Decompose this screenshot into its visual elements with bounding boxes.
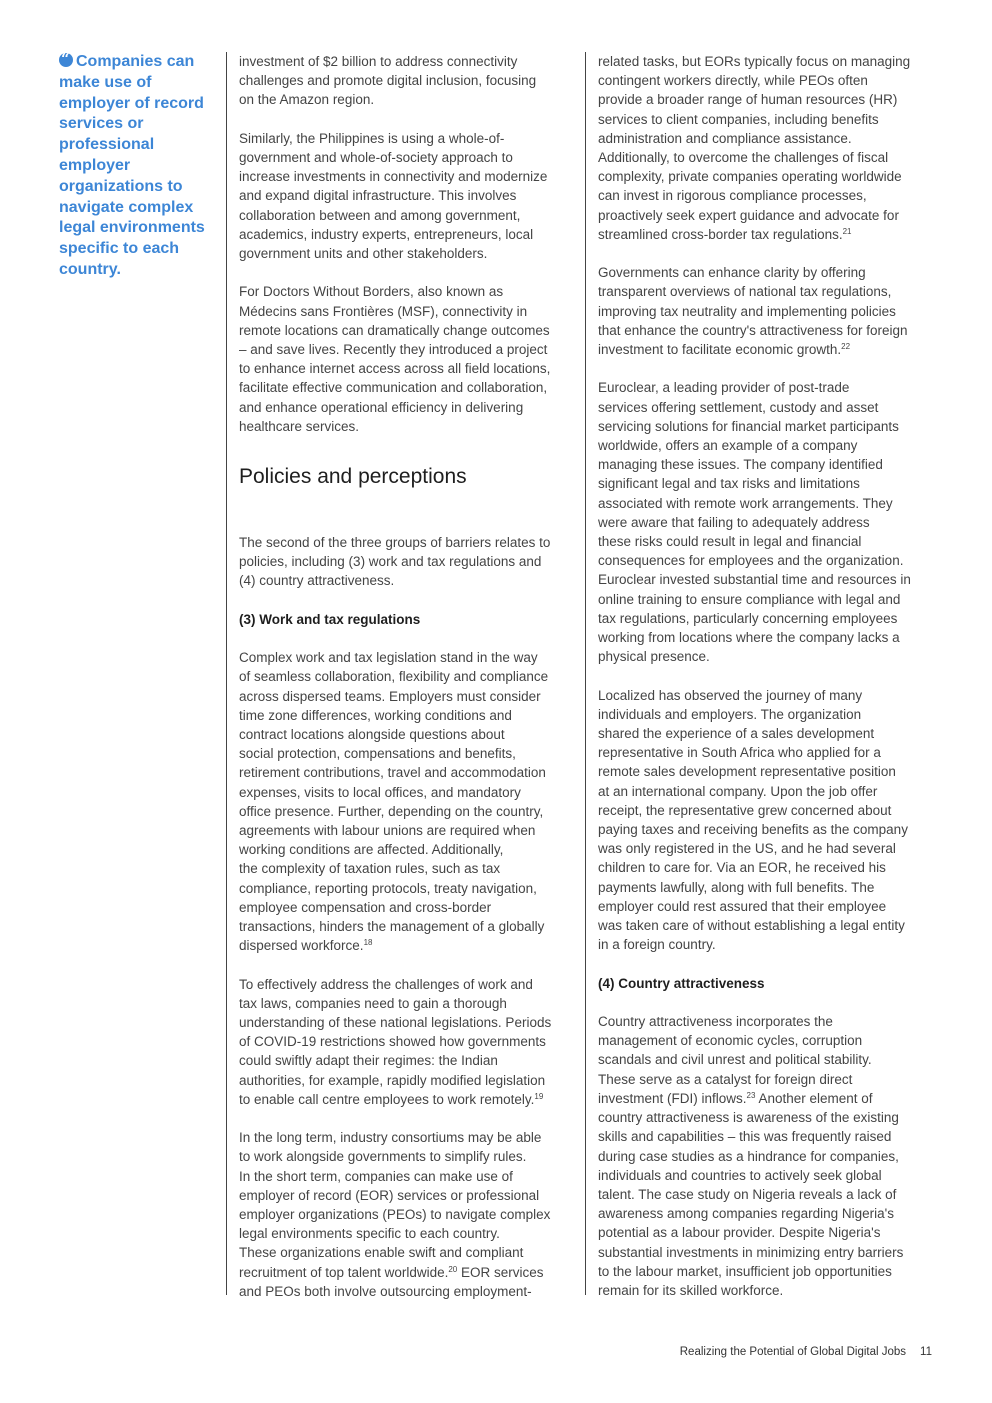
footnote-ref[interactable]: 21 bbox=[842, 226, 852, 236]
quote-icon bbox=[59, 53, 73, 67]
pull-quote-text: Companies can make use of employer of record services or professional employer organizations to navigate complex legal environments specific to each country. bbox=[59, 53, 205, 278]
paragraph: investment of $2 billion to address connectivity challenges and promote digital inclusion, focusing on the Amazon region. bbox=[239, 54, 537, 108]
footer-title: Realizing the Potential of Global Digital Jobs bbox=[679, 1346, 907, 1358]
paragraph: Governments can enhance clarity by offering transparent overviews of national tax regulations, improving tax neutrality and implementing policies that enhance the country's attractiveness for foreign investment to facilitate economic growth.$^{22}$ bbox=[598, 265, 908, 358]
paragraph: Localized has observed the journey of many individuals and employers. The organization shared the experience of a sales development representative in South Africa who applied for a remote sales development representative position at an international company. Upon the job offer receipt, the representative grew concerned about paying taxes and receiving benefits as the company was only registered in the US, and he had several children to care for. Via an EOR, he received his payments lawfully, along with full benefits. The employer could rest assured that their employee was taken care of without establishing a legal entity in a foreign country. bbox=[598, 687, 908, 953]
paragraph: Euroclear, a leading provider of post-trade services offering settlement, custody and asset servicing solutions for financial market participants worldwide, offers an example of a company managing these issues. The company identified significant legal and tax risks and limitations associated with remote work arrangements. They were aware that failing to adequately address these risks could result in legal and financial consequences for employees and the organization. Euroclear invested substantial time and resources in online training to ensure compliance with legal and tax regulations, particularly concerning employees working from locations where the company lacks a physical presence. bbox=[598, 380, 911, 665]
right-column bbox=[585, 52, 948, 1298]
paragraph: related tasks, but EORs typically focus on managing contingent workers directly, while PEOs often provide a broader range of human resources (HR) services to client companies, including benefits administration and compliance assistance. Additionally, to overcome the challenges of fiscal complexity, private companies operating worldwide can invest in rigorous compliance processes, proactively seek expert guidance and advocate for streamlined cross-border tax regulations.$^{21}$ bbox=[598, 54, 911, 242]
footnote-ref[interactable]: 20 bbox=[448, 1264, 458, 1274]
page-footer bbox=[680, 1346, 932, 1358]
footnote-ref[interactable]: 22 bbox=[841, 342, 851, 352]
footnote-ref[interactable]: 18 bbox=[363, 938, 373, 948]
paragraph: The second of the three groups of barriers relates to policies, including (3) work and tax regulations and (4) country attractiveness. bbox=[239, 535, 551, 589]
subsection-heading: (3) Work and tax regulations bbox=[239, 611, 421, 627]
paragraph: Country attractiveness incorporates the management of economic cycles, corruption scandals and civil unrest and political stability. These serve as a catalyst for foreign direct investment (FDI) inflows.$^{23}$ Another element of country attractiveness is awareness of the existing skills and capabilities – this was frequently raised during case studies as a hindrance for companies, individuals and countries to actively seek global talent. The case study on Nigeria reveals a lack of awareness among companies regarding Nigeria's potential as a labour provider. Despite Nigeria's substantial investments in minimizing entry barriers to the labour market, insufficient job opportunities remain for its skilled workforce. bbox=[598, 1014, 904, 1298]
section-heading: Policies and perceptions bbox=[239, 465, 467, 489]
paragraph: Similarly, the Philippines is using a whole-of- government and whole-of-society approach to increase investments in connectivity and modernize and expand digital infrastructure. This involves collaboration between and among government, academics, industry experts, entrepreneurs, local government units and other stakeholders. bbox=[239, 130, 548, 262]
left-column bbox=[226, 52, 588, 1299]
paragraph: Complex work and tax legislation stand in the way of seamless collaboration, flexibility and compliance across dispersed teams. Employers must consider time zone differences, working conditions and contract locations alongside questions about social protection, compensations and benefits, retirement contributions, travel and accommodation expenses, visits to local offices, and mandatory office presence. Further, depending on the country, agreements with labour unions are required when working conditions are affected. Additionally, the complexity of taxation rules, such as tax compliance, reporting protocols, treaty navigation, employee compensation and cross-border transactions, hinders the management of a globally dispersed workforce.$^{18}$ bbox=[239, 650, 549, 954]
paragraph: For Doctors Without Borders, also known as Médecins sans Frontières (MSF), connectivity in remote locations can dramatically change outcomes – and save lives. Recently they introduced a project to enhance internet access across all field locations, facilitate effective communication and collaboration, and enhance operational efficiency in delivering healthcare services. bbox=[239, 284, 551, 434]
subsection-heading: (4) Country attractiveness bbox=[598, 975, 765, 991]
footnote-ref[interactable]: 19 bbox=[534, 1091, 544, 1101]
pull-quote bbox=[59, 52, 217, 281]
paragraph: In the long term, industry consortiums may be able to work alongside governments to simplify rules. In the short term, companies can make use of employer of record (EOR) services or professional employer organizations (PEOs) to navigate complex legal environments specific to each country. These organizations enable swift and compliant recruitment of top talent worldwide.$^{20}$ EOR services and PEOs both involve outsourcing employment- bbox=[239, 1130, 551, 1299]
page-number: 11 bbox=[920, 1346, 932, 1358]
paragraph: To effectively address the challenges of work and tax laws, companies need to gain a thorough understanding of these national legislations. Periods of COVID-19 restrictions showed how governments could swiftly adapt their regimes: the Indian authorities, for example, rapidly modified legislation to enable call centre employees to work remotely.$^{19}$ bbox=[239, 976, 552, 1107]
footnote-ref[interactable]: 23 bbox=[746, 1090, 756, 1100]
